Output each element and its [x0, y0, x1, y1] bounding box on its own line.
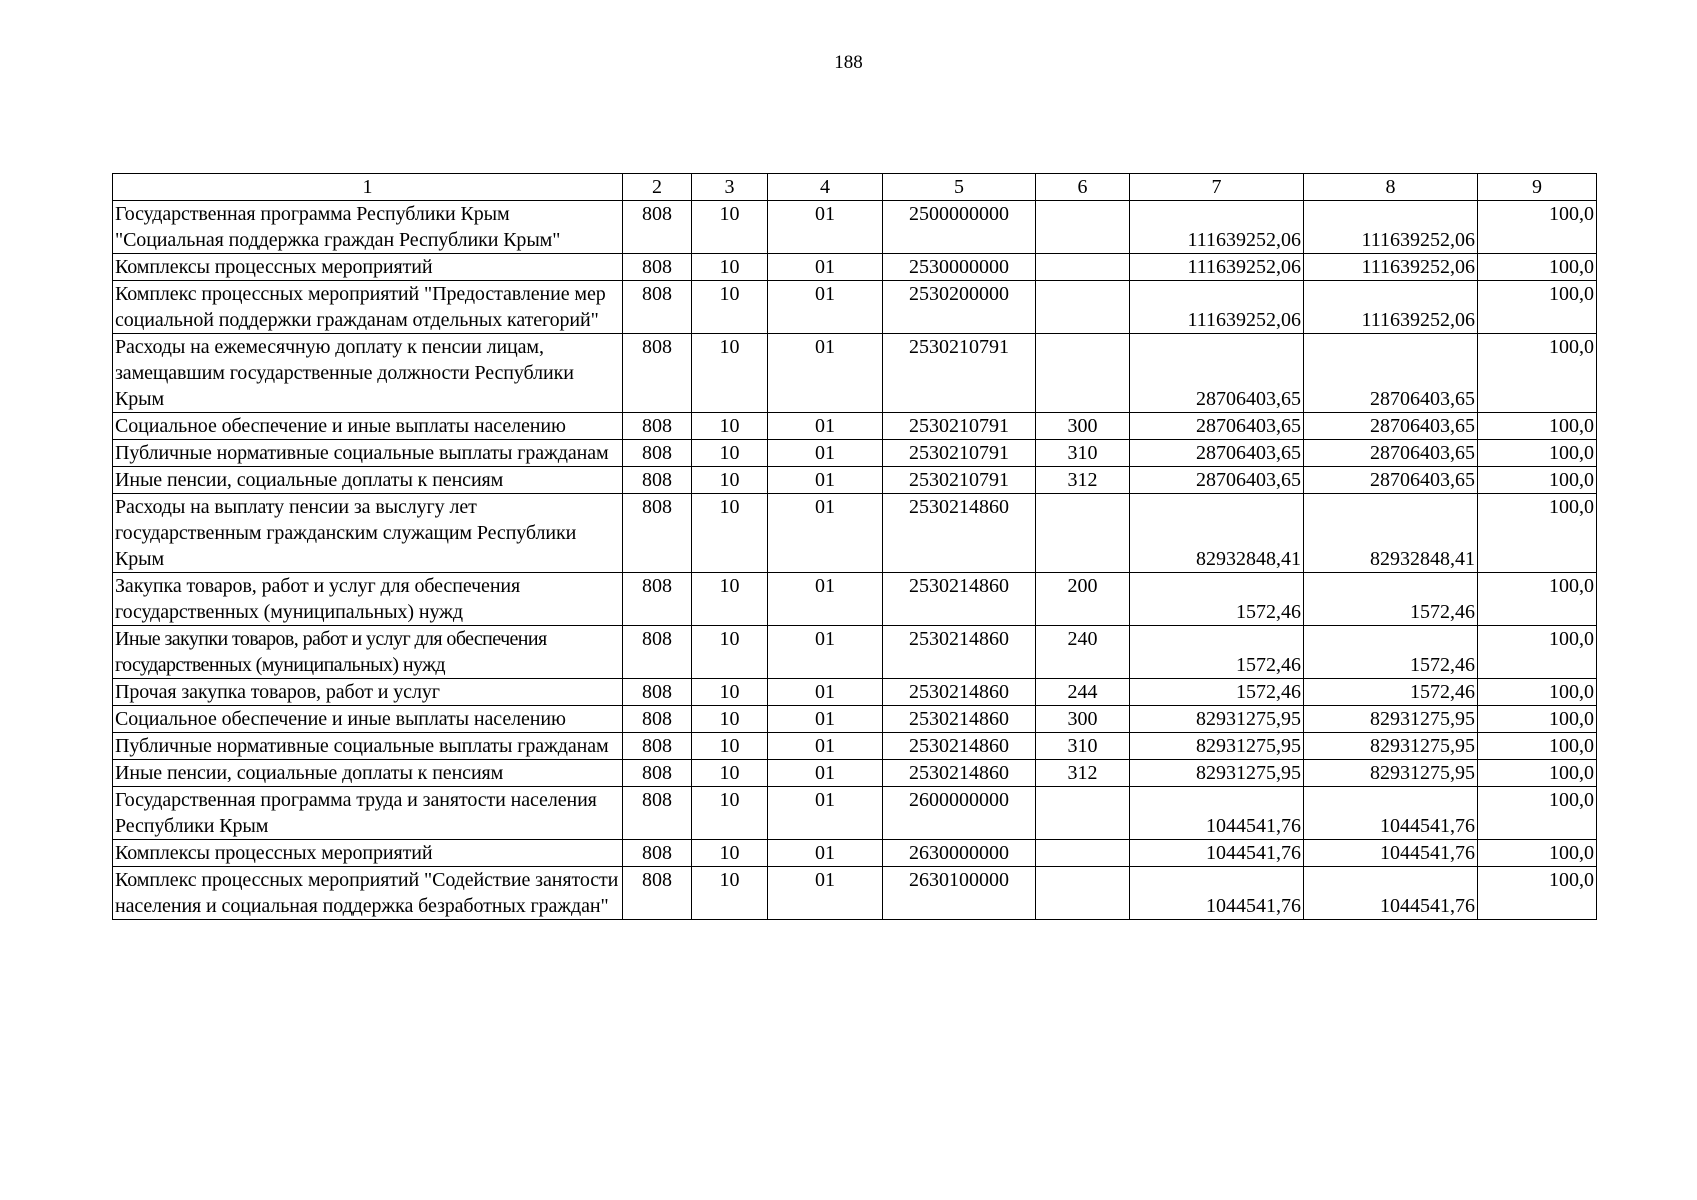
row-admin-code: 808 — [623, 281, 692, 334]
row-execution-percent: 100,0 — [1478, 334, 1597, 413]
row-section-code: 10 — [692, 840, 768, 867]
row-approved-amount: 82932848,41 — [1130, 494, 1304, 573]
row-name: Комплекс процессных мероприятий "Предоставление мер социальной поддержки гражданам отдельных категорий" — [113, 281, 623, 334]
row-name: Государственная программа труда и занятости населения Республики Крым — [113, 787, 623, 840]
row-subsection-code: 01 — [768, 201, 883, 254]
table-row — [113, 760, 1597, 787]
row-name: Публичные нормативные социальные выплаты гражданам — [113, 733, 623, 760]
table-row — [113, 254, 1597, 281]
row-subsection-code: 01 — [768, 334, 883, 413]
row-expense-type — [1036, 787, 1130, 840]
row-approved-amount: 28706403,65 — [1130, 334, 1304, 413]
row-subsection-code: 01 — [768, 254, 883, 281]
row-target-article: 2500000000 — [883, 201, 1036, 254]
row-target-article: 2530210791 — [883, 334, 1036, 413]
row-expense-type: 244 — [1036, 679, 1130, 706]
page-number: 188 — [834, 52, 863, 73]
row-approved-amount: 1572,46 — [1130, 679, 1304, 706]
row-subsection-code: 01 — [768, 706, 883, 733]
row-admin-code: 808 — [623, 733, 692, 760]
row-executed-amount: 28706403,65 — [1304, 467, 1478, 494]
header-col-1: 1 — [113, 174, 623, 201]
row-subsection-code: 01 — [768, 679, 883, 706]
row-executed-amount: 28706403,65 — [1304, 413, 1478, 440]
row-admin-code: 808 — [623, 787, 692, 840]
row-admin-code: 808 — [623, 760, 692, 787]
row-execution-percent: 100,0 — [1478, 840, 1597, 867]
row-expense-type: 312 — [1036, 467, 1130, 494]
row-expense-type — [1036, 334, 1130, 413]
row-target-article: 2530200000 — [883, 281, 1036, 334]
row-executed-amount: 28706403,65 — [1304, 440, 1478, 467]
row-target-article: 2530000000 — [883, 254, 1036, 281]
row-name: Комплексы процессных мероприятий — [113, 840, 623, 867]
table-row — [113, 626, 1597, 679]
row-section-code: 10 — [692, 787, 768, 840]
row-subsection-code: 01 — [768, 760, 883, 787]
header-col-2: 2 — [623, 174, 692, 201]
row-section-code: 10 — [692, 413, 768, 440]
row-approved-amount: 28706403,65 — [1130, 467, 1304, 494]
row-executed-amount: 28706403,65 — [1304, 334, 1478, 413]
row-execution-percent: 100,0 — [1478, 413, 1597, 440]
row-subsection-code: 01 — [768, 494, 883, 573]
row-approved-amount: 1572,46 — [1130, 573, 1304, 626]
row-admin-code: 808 — [623, 867, 692, 920]
header-col-8: 8 — [1304, 174, 1478, 201]
table-row — [113, 467, 1597, 494]
budget-table — [112, 173, 1597, 920]
row-approved-amount: 82931275,95 — [1130, 760, 1304, 787]
row-admin-code: 808 — [623, 706, 692, 733]
row-execution-percent: 100,0 — [1478, 679, 1597, 706]
table-row — [113, 413, 1597, 440]
row-approved-amount: 1044541,76 — [1130, 840, 1304, 867]
row-expense-type — [1036, 494, 1130, 573]
row-expense-type: 312 — [1036, 760, 1130, 787]
table-row — [113, 334, 1597, 413]
table-row — [113, 440, 1597, 467]
row-admin-code: 808 — [623, 440, 692, 467]
row-section-code: 10 — [692, 334, 768, 413]
header-col-3: 3 — [692, 174, 768, 201]
row-section-code: 10 — [692, 440, 768, 467]
row-executed-amount: 82932848,41 — [1304, 494, 1478, 573]
row-target-article: 2630100000 — [883, 867, 1036, 920]
table-row — [113, 281, 1597, 334]
row-execution-percent: 100,0 — [1478, 760, 1597, 787]
header-col-9: 9 — [1478, 174, 1597, 201]
row-execution-percent: 100,0 — [1478, 254, 1597, 281]
row-subsection-code: 01 — [768, 573, 883, 626]
header-col-4: 4 — [768, 174, 883, 201]
row-executed-amount: 111639252,06 — [1304, 281, 1478, 334]
table-row — [113, 494, 1597, 573]
row-subsection-code: 01 — [768, 840, 883, 867]
table-row — [113, 706, 1597, 733]
header-col-5: 5 — [883, 174, 1036, 201]
table-row — [113, 733, 1597, 760]
row-admin-code: 808 — [623, 679, 692, 706]
row-target-article: 2530214860 — [883, 760, 1036, 787]
row-admin-code: 808 — [623, 840, 692, 867]
row-subsection-code: 01 — [768, 733, 883, 760]
row-expense-type — [1036, 867, 1130, 920]
row-executed-amount: 1044541,76 — [1304, 840, 1478, 867]
row-target-article: 2530214860 — [883, 626, 1036, 679]
row-name: Иные закупки товаров, работ и услуг для обеспечения государственных (муниципальных) нужд — [113, 626, 623, 679]
row-section-code: 10 — [692, 679, 768, 706]
table-row — [113, 679, 1597, 706]
row-expense-type — [1036, 254, 1130, 281]
row-target-article: 2530214860 — [883, 706, 1036, 733]
row-expense-type: 310 — [1036, 440, 1130, 467]
row-subsection-code: 01 — [768, 281, 883, 334]
row-subsection-code: 01 — [768, 413, 883, 440]
table-row — [113, 867, 1597, 920]
row-subsection-code: 01 — [768, 467, 883, 494]
row-executed-amount: 1572,46 — [1304, 573, 1478, 626]
row-section-code: 10 — [692, 867, 768, 920]
row-name: Социальное обеспечение и иные выплаты населению — [113, 706, 623, 733]
row-execution-percent: 100,0 — [1478, 494, 1597, 573]
row-target-article: 2530214860 — [883, 494, 1036, 573]
row-executed-amount: 111639252,06 — [1304, 254, 1478, 281]
row-section-code: 10 — [692, 626, 768, 679]
table-row — [113, 201, 1597, 254]
row-name: Публичные нормативные социальные выплаты гражданам — [113, 440, 623, 467]
row-execution-percent: 100,0 — [1478, 440, 1597, 467]
row-subsection-code: 01 — [768, 626, 883, 679]
row-admin-code: 808 — [623, 334, 692, 413]
row-name: Комплекс процессных мероприятий "Содействие занятости населения и социальная поддержка безработных граждан" — [113, 867, 623, 920]
row-executed-amount: 1572,46 — [1304, 679, 1478, 706]
row-expense-type — [1036, 840, 1130, 867]
row-executed-amount: 1572,46 — [1304, 626, 1478, 679]
row-section-code: 10 — [692, 201, 768, 254]
row-subsection-code: 01 — [768, 440, 883, 467]
row-name: Иные пенсии, социальные доплаты к пенсиям — [113, 760, 623, 787]
row-name: Расходы на ежемесячную доплату к пенсии лицам, замещавшим государственные должности Республики Крым — [113, 334, 623, 413]
row-section-code: 10 — [692, 467, 768, 494]
row-execution-percent: 100,0 — [1478, 281, 1597, 334]
row-target-article: 2530210791 — [883, 413, 1036, 440]
row-expense-type: 200 — [1036, 573, 1130, 626]
row-section-code: 10 — [692, 494, 768, 573]
row-approved-amount: 1044541,76 — [1130, 787, 1304, 840]
row-admin-code: 808 — [623, 573, 692, 626]
row-expense-type: 310 — [1036, 733, 1130, 760]
row-execution-percent: 100,0 — [1478, 626, 1597, 679]
header-col-6: 6 — [1036, 174, 1130, 201]
row-section-code: 10 — [692, 733, 768, 760]
row-section-code: 10 — [692, 281, 768, 334]
row-section-code: 10 — [692, 706, 768, 733]
row-expense-type: 300 — [1036, 413, 1130, 440]
row-executed-amount: 82931275,95 — [1304, 733, 1478, 760]
row-approved-amount: 1044541,76 — [1130, 867, 1304, 920]
row-admin-code: 808 — [623, 201, 692, 254]
row-execution-percent: 100,0 — [1478, 573, 1597, 626]
row-execution-percent: 100,0 — [1478, 733, 1597, 760]
row-expense-type: 300 — [1036, 706, 1130, 733]
row-executed-amount: 82931275,95 — [1304, 760, 1478, 787]
row-approved-amount: 82931275,95 — [1130, 706, 1304, 733]
row-execution-percent: 100,0 — [1478, 787, 1597, 840]
row-section-code: 10 — [692, 760, 768, 787]
table-row — [113, 840, 1597, 867]
row-approved-amount: 28706403,65 — [1130, 413, 1304, 440]
row-executed-amount: 1044541,76 — [1304, 867, 1478, 920]
row-target-article: 2530210791 — [883, 440, 1036, 467]
row-subsection-code: 01 — [768, 787, 883, 840]
row-name: Прочая закупка товаров, работ и услуг — [113, 679, 623, 706]
row-approved-amount: 111639252,06 — [1130, 201, 1304, 254]
row-approved-amount: 82931275,95 — [1130, 733, 1304, 760]
row-target-article: 2530214860 — [883, 733, 1036, 760]
row-approved-amount: 111639252,06 — [1130, 281, 1304, 334]
row-target-article: 2530210791 — [883, 467, 1036, 494]
row-executed-amount: 1044541,76 — [1304, 787, 1478, 840]
row-target-article: 2530214860 — [883, 573, 1036, 626]
row-approved-amount: 1572,46 — [1130, 626, 1304, 679]
row-expense-type — [1036, 281, 1130, 334]
header-col-7: 7 — [1130, 174, 1304, 201]
row-subsection-code: 01 — [768, 867, 883, 920]
row-target-article: 2630000000 — [883, 840, 1036, 867]
row-target-article: 2600000000 — [883, 787, 1036, 840]
row-name: Комплексы процессных мероприятий — [113, 254, 623, 281]
row-section-code: 10 — [692, 254, 768, 281]
row-name: Социальное обеспечение и иные выплаты населению — [113, 413, 623, 440]
table-row — [113, 787, 1597, 840]
table-row — [113, 573, 1597, 626]
header-row — [113, 174, 1597, 201]
row-name: Закупка товаров, работ и услуг для обеспечения государственных (муниципальных) нужд — [113, 573, 623, 626]
row-name: Государственная программа Республики Крым "Социальная поддержка граждан Республики Крым" — [113, 201, 623, 254]
row-approved-amount: 111639252,06 — [1130, 254, 1304, 281]
row-executed-amount: 82931275,95 — [1304, 706, 1478, 733]
row-execution-percent: 100,0 — [1478, 201, 1597, 254]
table-body — [113, 201, 1597, 920]
row-execution-percent: 100,0 — [1478, 706, 1597, 733]
row-execution-percent: 100,0 — [1478, 467, 1597, 494]
row-admin-code: 808 — [623, 467, 692, 494]
row-execution-percent: 100,0 — [1478, 867, 1597, 920]
row-name: Расходы на выплату пенсии за выслугу лет государственным гражданским служащим Республики Крым — [113, 494, 623, 573]
row-admin-code: 808 — [623, 254, 692, 281]
row-expense-type — [1036, 201, 1130, 254]
row-expense-type: 240 — [1036, 626, 1130, 679]
row-admin-code: 808 — [623, 494, 692, 573]
row-target-article: 2530214860 — [883, 679, 1036, 706]
row-approved-amount: 28706403,65 — [1130, 440, 1304, 467]
row-admin-code: 808 — [623, 413, 692, 440]
row-section-code: 10 — [692, 573, 768, 626]
row-name: Иные пенсии, социальные доплаты к пенсиям — [113, 467, 623, 494]
row-executed-amount: 111639252,06 — [1304, 201, 1478, 254]
row-admin-code: 808 — [623, 626, 692, 679]
